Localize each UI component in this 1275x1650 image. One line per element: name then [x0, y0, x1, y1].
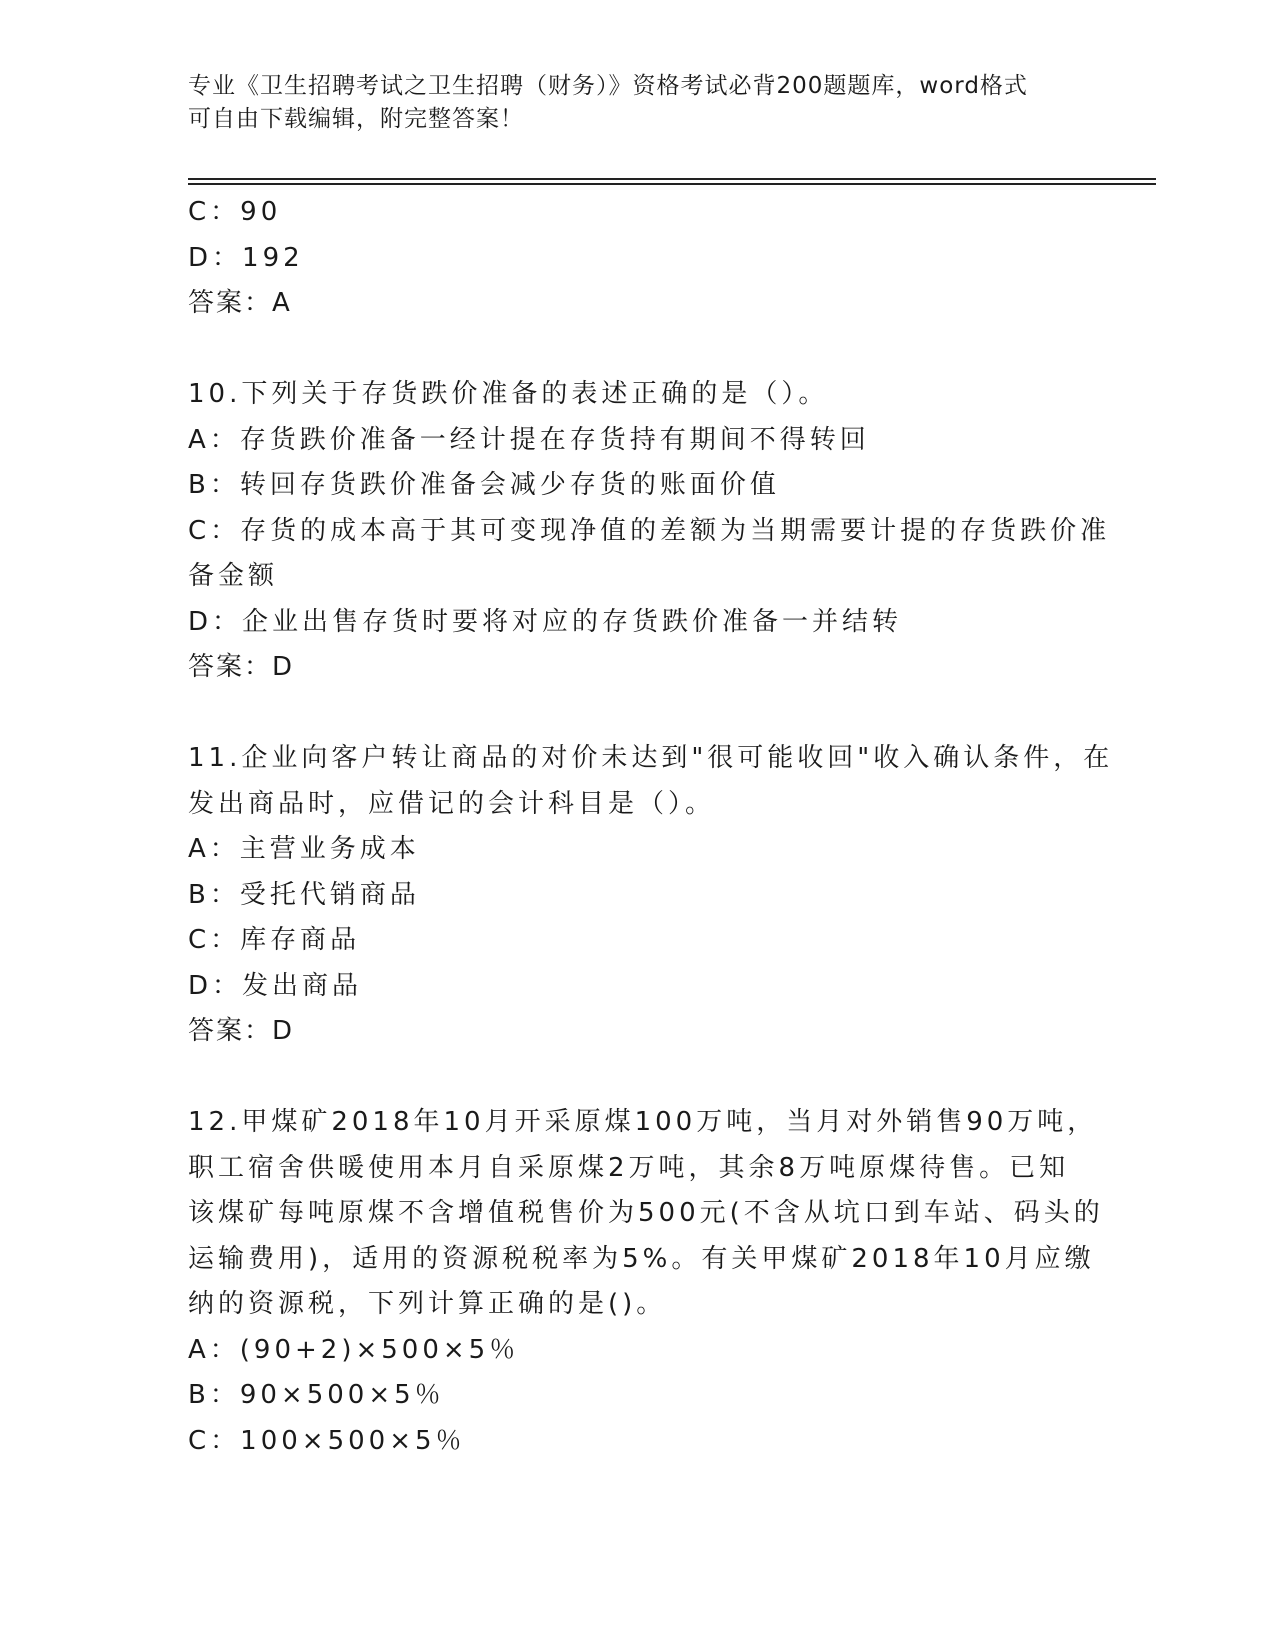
page-header	[188, 70, 1068, 136]
q12-stem-line-2: 职工宿舍供暖使用本月自采原煤2万吨，其余8万吨原煤待售。已知	[188, 1152, 1070, 1183]
document-body	[188, 190, 1114, 1464]
spacer	[188, 691, 1088, 737]
header-divider-top	[188, 178, 1156, 180]
q10-answer: 答案：D	[188, 652, 295, 682]
q10-option-c-line-1: C：存货的成本高于其可变现净值的差额为当期需要计提的存货跌价准	[188, 515, 1111, 546]
header-divider-bottom	[188, 183, 1156, 185]
header-title-line-2: 可自由下载编辑，附完整答案！	[188, 106, 524, 132]
q12-stem-line-4: 运输费用)，适用的资源税税率为5%。有关甲煤矿2018年10月应缴	[188, 1243, 1095, 1274]
q10-option-a: A：存货跌价准备一经计提在存货持有期间不得转回	[188, 424, 870, 455]
q11-option-b: B：受托代销商品	[188, 879, 420, 910]
q10-option-c-line-2: 备金额	[188, 561, 279, 591]
q11-option-d: D：发出商品	[188, 970, 363, 1001]
q12-stem-line-3: 该煤矿每吨原煤不含增值税售价为500元(不含从坑口到车站、码头的	[188, 1198, 1104, 1228]
q9-answer: 答案：A	[188, 288, 292, 318]
spacer	[188, 1055, 1088, 1101]
q12-option-a: A：(90+2)×500×5％	[188, 1334, 520, 1365]
q11-stem-line-2: 发出商品时，应借记的会计科目是（）。	[188, 788, 716, 819]
q11-option-c: C：库存商品	[188, 925, 361, 955]
q10-option-b: B：转回存货跌价准备会减少存货的账面价值	[188, 470, 780, 500]
q11-answer: 答案：D	[188, 1016, 295, 1046]
q9-option-d: D：192	[188, 242, 304, 273]
spacer	[188, 327, 1088, 373]
q10-stem: 10.下列关于存货跌价准备的表述正确的是（）。	[188, 379, 829, 409]
q12-option-c: C：100×500×5％	[188, 1425, 466, 1456]
q12-stem-line-5: 纳的资源税，下列计算正确的是()。	[188, 1289, 667, 1319]
q9-option-c: C：90	[188, 197, 282, 227]
q12-stem-line-1: 12.甲煤矿2018年10月开采原煤100万吨，当月对外销售90万吨，	[188, 1107, 1098, 1137]
q11-option-a: A：主营业务成本	[188, 834, 420, 864]
header-title-line-1: 专业《卫生招聘考试之卫生招聘（财务）》资格考试必背200题题库，word格式	[188, 73, 1028, 99]
q12-option-b: B：90×500×5％	[188, 1380, 445, 1410]
q11-stem-line-1: 11.企业向客户转让商品的对价未达到"很可能收回"收入确认条件，在	[188, 743, 1114, 773]
q10-option-d: D：企业出售存货时要将对应的存货跌价准备一并结转	[188, 606, 903, 637]
